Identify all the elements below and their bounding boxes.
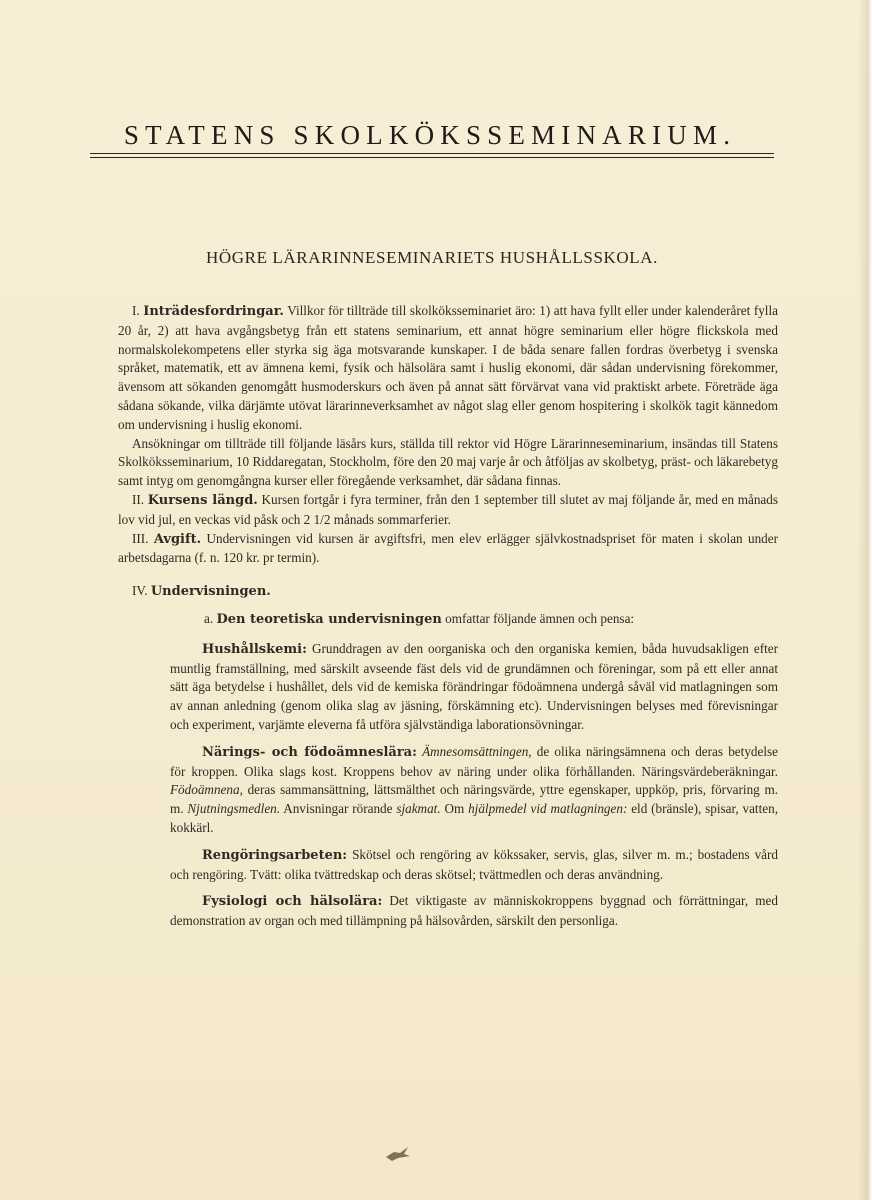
section-heading: Inträdesfordringar. (143, 304, 284, 319)
subsection-a (204, 610, 778, 630)
section-heading: Avgift. (153, 531, 202, 547)
subject-text: de olika näringsämnena och deras betydelse för kroppen. Olika slags kost. Kroppens behov av näring under olika förhållanden. Näringsvärdeberäkningar. (170, 743, 779, 779)
section-1 (118, 302, 778, 435)
subject-text: deras sammansättning, lättsmälthet och näringsvärde, yttre egenskaper, uppköp, pris, förvaring m. m. (170, 782, 778, 817)
section-number: II. (132, 491, 145, 507)
subject-title: Närings- och födoämneslära: (202, 744, 417, 760)
subject-text: Anvisningar rörande (283, 801, 393, 817)
subject-italic: sjakmat. (396, 801, 441, 817)
subject-naringslara (170, 743, 778, 838)
subject-italic: Födoämnena, (170, 782, 243, 798)
subject-hushallskemi (170, 640, 778, 735)
subject-text: Om (444, 801, 465, 817)
subject-title: Hushållskemi: (202, 641, 307, 657)
document-subtitle: HÖGRE LÄRARINNESEMINARIETS HUSHÅLLSSKOLA. (206, 248, 658, 267)
application-paragraph: Ansökningar om tillträde till följande läsårs kurs, ställda till rektor vid Högre Lärarinneseminarium, insändas till Statens Skolköksseminarium, 10 Riddaregatan, Stockholm, före den 20 maj varje år och åtföljas av skolbetyg, präst- och läkarebetyg samt intyg om genomgångna kurser eller föregående verksamhet, där sådana finnas. (118, 435, 778, 489)
section-number: III. (132, 530, 149, 546)
subject-text: eld (bränsle), spisar, vatten, kokkärl. (170, 801, 778, 835)
paper-edge (858, 0, 872, 1200)
section-text: Villkor för tillträde till skolköksseminariet äro: 1) att hava fyllt eller under kalenderåret fylla 20 år, 2) att hava avgångsbetyg från ett statens seminarium, ett annat högre seminarium eller högre flickskola med normalskolekompetens eller styrka sig äga motsvarande kunskaper. I de båda senare fallen fordras överbetyg i svenska språket, matematik, ett av ämnena kemi, fysik och hälsolära samt i huslig ekonomi, där sådan undervisning förekommer, ävensom att sökanden genomgått husmoderskurs och även på annat sätt förvärvat vana vid praktiskt arbete. Företräde äga sådana sökande, vilka därjämte utövat lärarinneverksamhet av något slag eller genom hospitering i skolkök tagit kännedom om undervisning i huslig ekonomi. (118, 303, 778, 432)
subject-text: Grunddragen av den oorganiska och den organiska kemien, båda huvudsakligen efter muntlig framställning, med särskilt avseende fäst dels vid de grundämnen och föreningar, som på ett eller annat sätt äga betydelse i hushållet, dels vid de kemiska förändringar födoämnena undergå såväl vid matlagningen som av annan anledning (genom olika slag av jäsning, förskämning etc). Undervisningen belyses med förevisningar och experiment, varjämte eleverna få utföra självständiga laborationsövningar. (170, 640, 778, 732)
title-rule (90, 153, 774, 154)
section-4 (118, 582, 778, 602)
title-rule-thin (90, 157, 774, 158)
subject-rengoring (170, 846, 778, 885)
section-heading: Undervisningen. (150, 584, 271, 600)
section-2 (118, 491, 778, 530)
subject-fysiologi (170, 892, 778, 931)
subject-title: Rengöringsarbeten: (202, 847, 348, 863)
section-number: I. (132, 303, 140, 318)
ink-mark-icon (384, 1144, 412, 1162)
section-text-end: månads sommarferier. (333, 511, 451, 527)
subject-italic: Ämnesomsättningen, (422, 743, 532, 759)
subsection-text: omfattar följande ämnen och pensa: (445, 610, 635, 626)
section-heading: Kursens längd. (147, 492, 258, 508)
subject-text: Det viktigaste av människokroppens byggnad och förrättningar, med demonstration av organ och med tillämpning på hälsovården, särskilt den personliga. (170, 893, 778, 929)
subsection-heading: Den teoretiska undervisningen (216, 611, 442, 627)
subject-italic: Njutningsmedlen. (187, 801, 281, 817)
subject-italic: hjälpmedel vid matlagningen: (468, 801, 628, 817)
document-body (118, 302, 778, 931)
fraction: 1/2 (313, 511, 331, 527)
section-text: Undervisningen vid kursen är avgiftsfri, men elev erlägger självkostnadspriset för maten i skolan under arbetsdagarna (f. n. 120 kr. pr termin). (118, 530, 779, 566)
section-3 (118, 530, 778, 569)
section-text: Kursen fortgår i fyra terminer, från den 1 september till slutet av maj följande år, med en månads lov vid jul, en veckas vid påsk och 2 (118, 491, 778, 527)
subsection-number: a. (204, 610, 214, 626)
subject-text: Skötsel och rengöring av kökssaker, servis, glas, silver m. m.; bostadens vård och rengöring. Tvätt: olika tvättredskap och deras skötsel; tvättmedlen och deras användning. (170, 846, 779, 882)
section-number: IV. (132, 583, 148, 599)
document-title: STATENS SKOLKÖKSSEMINARIUM. (123, 120, 737, 150)
subject-title: Fysiologi och hälsolära: (202, 894, 383, 910)
